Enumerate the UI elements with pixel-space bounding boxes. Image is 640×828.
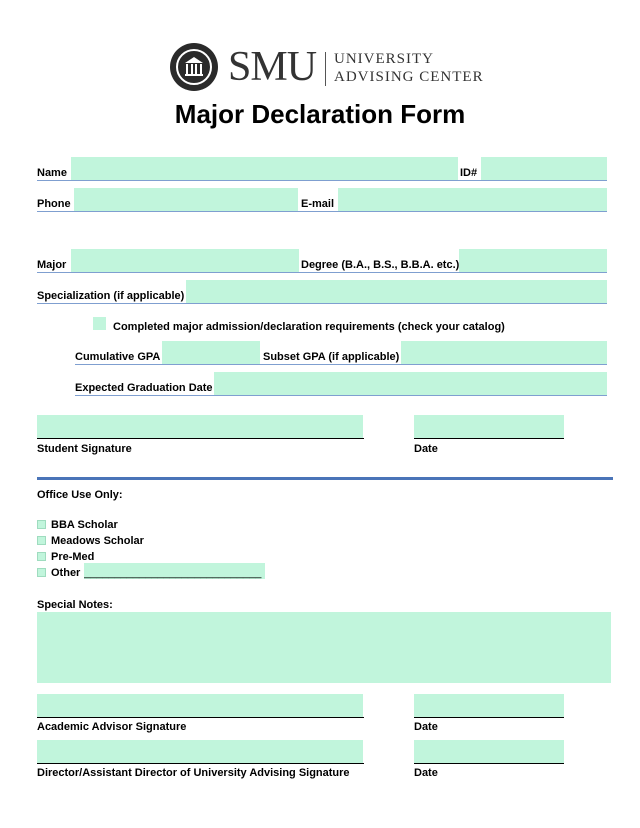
student-signature-label: Student Signature (37, 443, 132, 455)
advisor-date-line (414, 717, 564, 718)
expected-graduation-field[interactable] (214, 372, 607, 395)
smu-seal-icon (170, 43, 218, 91)
advisor-signature-line (37, 717, 364, 718)
special-notes-field[interactable] (37, 612, 611, 683)
other-label: Other (51, 567, 81, 579)
gpa-underline (75, 364, 607, 365)
pre-med-label: Pre-Med (51, 551, 95, 563)
phone-underline (37, 211, 607, 212)
office-use-heading: Office Use Only: (37, 489, 123, 501)
section-divider (37, 477, 613, 480)
email-field[interactable] (338, 188, 607, 211)
director-signature-field[interactable] (37, 740, 363, 763)
other-blank-line: _____________________________ (84, 567, 262, 579)
subset-gpa-label: Subset GPA (if applicable) (263, 351, 400, 363)
major-field[interactable] (71, 249, 299, 272)
logo-wordmark: SMU (228, 44, 317, 90)
phone-label: Phone (37, 198, 71, 210)
cumulative-gpa-label: Cumulative GPA (75, 351, 161, 363)
logo-line-2: ADVISING CENTER (334, 69, 484, 85)
degree-label: Degree (B.A., B.S., B.B.A. etc.) (301, 259, 460, 271)
pre-med-checkbox[interactable] (37, 552, 46, 561)
advisor-signature-label: Academic Advisor Signature (37, 721, 187, 733)
logo-divider (325, 52, 326, 86)
specialization-label: Specialization (if applicable) (37, 290, 185, 302)
cumulative-gpa-field[interactable] (162, 341, 260, 364)
special-notes-label: Special Notes: (37, 599, 113, 611)
id-label: ID# (460, 167, 478, 179)
major-label: Major (37, 259, 67, 271)
phone-field[interactable] (74, 188, 298, 211)
student-date-field[interactable] (414, 415, 564, 438)
student-date-label: Date (414, 443, 438, 455)
meadows-scholar-label: Meadows Scholar (51, 535, 144, 547)
logo-line-1: UNIVERSITY (334, 51, 434, 67)
director-date-field[interactable] (414, 740, 564, 763)
name-label: Name (37, 167, 67, 179)
specialization-field[interactable] (186, 280, 607, 303)
meadows-scholar-checkbox[interactable] (37, 536, 46, 545)
name-field[interactable] (71, 157, 458, 180)
bba-scholar-checkbox[interactable] (37, 520, 46, 529)
director-date-label: Date (414, 767, 438, 779)
student-signature-field[interactable] (37, 415, 363, 438)
advisor-date-field[interactable] (414, 694, 564, 717)
student-signature-line (37, 438, 364, 439)
expected-graduation-label: Expected Graduation Date (75, 382, 213, 394)
graduation-underline (75, 395, 607, 396)
subset-gpa-field[interactable] (401, 341, 607, 364)
student-date-line (414, 438, 564, 439)
other-checkbox[interactable] (37, 568, 46, 577)
director-signature-line (37, 763, 364, 764)
email-label: E-mail (301, 198, 335, 210)
advisor-signature-field[interactable] (37, 694, 363, 717)
completed-requirements-checkbox[interactable] (93, 317, 106, 330)
name-underline (37, 180, 607, 181)
advisor-date-label: Date (414, 721, 438, 733)
completed-requirements-label: Completed major admission/declaration requirements (check your catalog) (113, 321, 505, 333)
bba-scholar-label: BBA Scholar (51, 519, 118, 531)
page-title: Major Declaration Form (174, 99, 466, 129)
director-date-line (414, 763, 564, 764)
major-underline (37, 272, 607, 273)
director-signature-label: Director/Assistant Director of University Advising Signature (37, 767, 350, 779)
specialization-underline (37, 303, 607, 304)
id-field[interactable] (481, 157, 607, 180)
degree-field[interactable] (459, 249, 607, 272)
